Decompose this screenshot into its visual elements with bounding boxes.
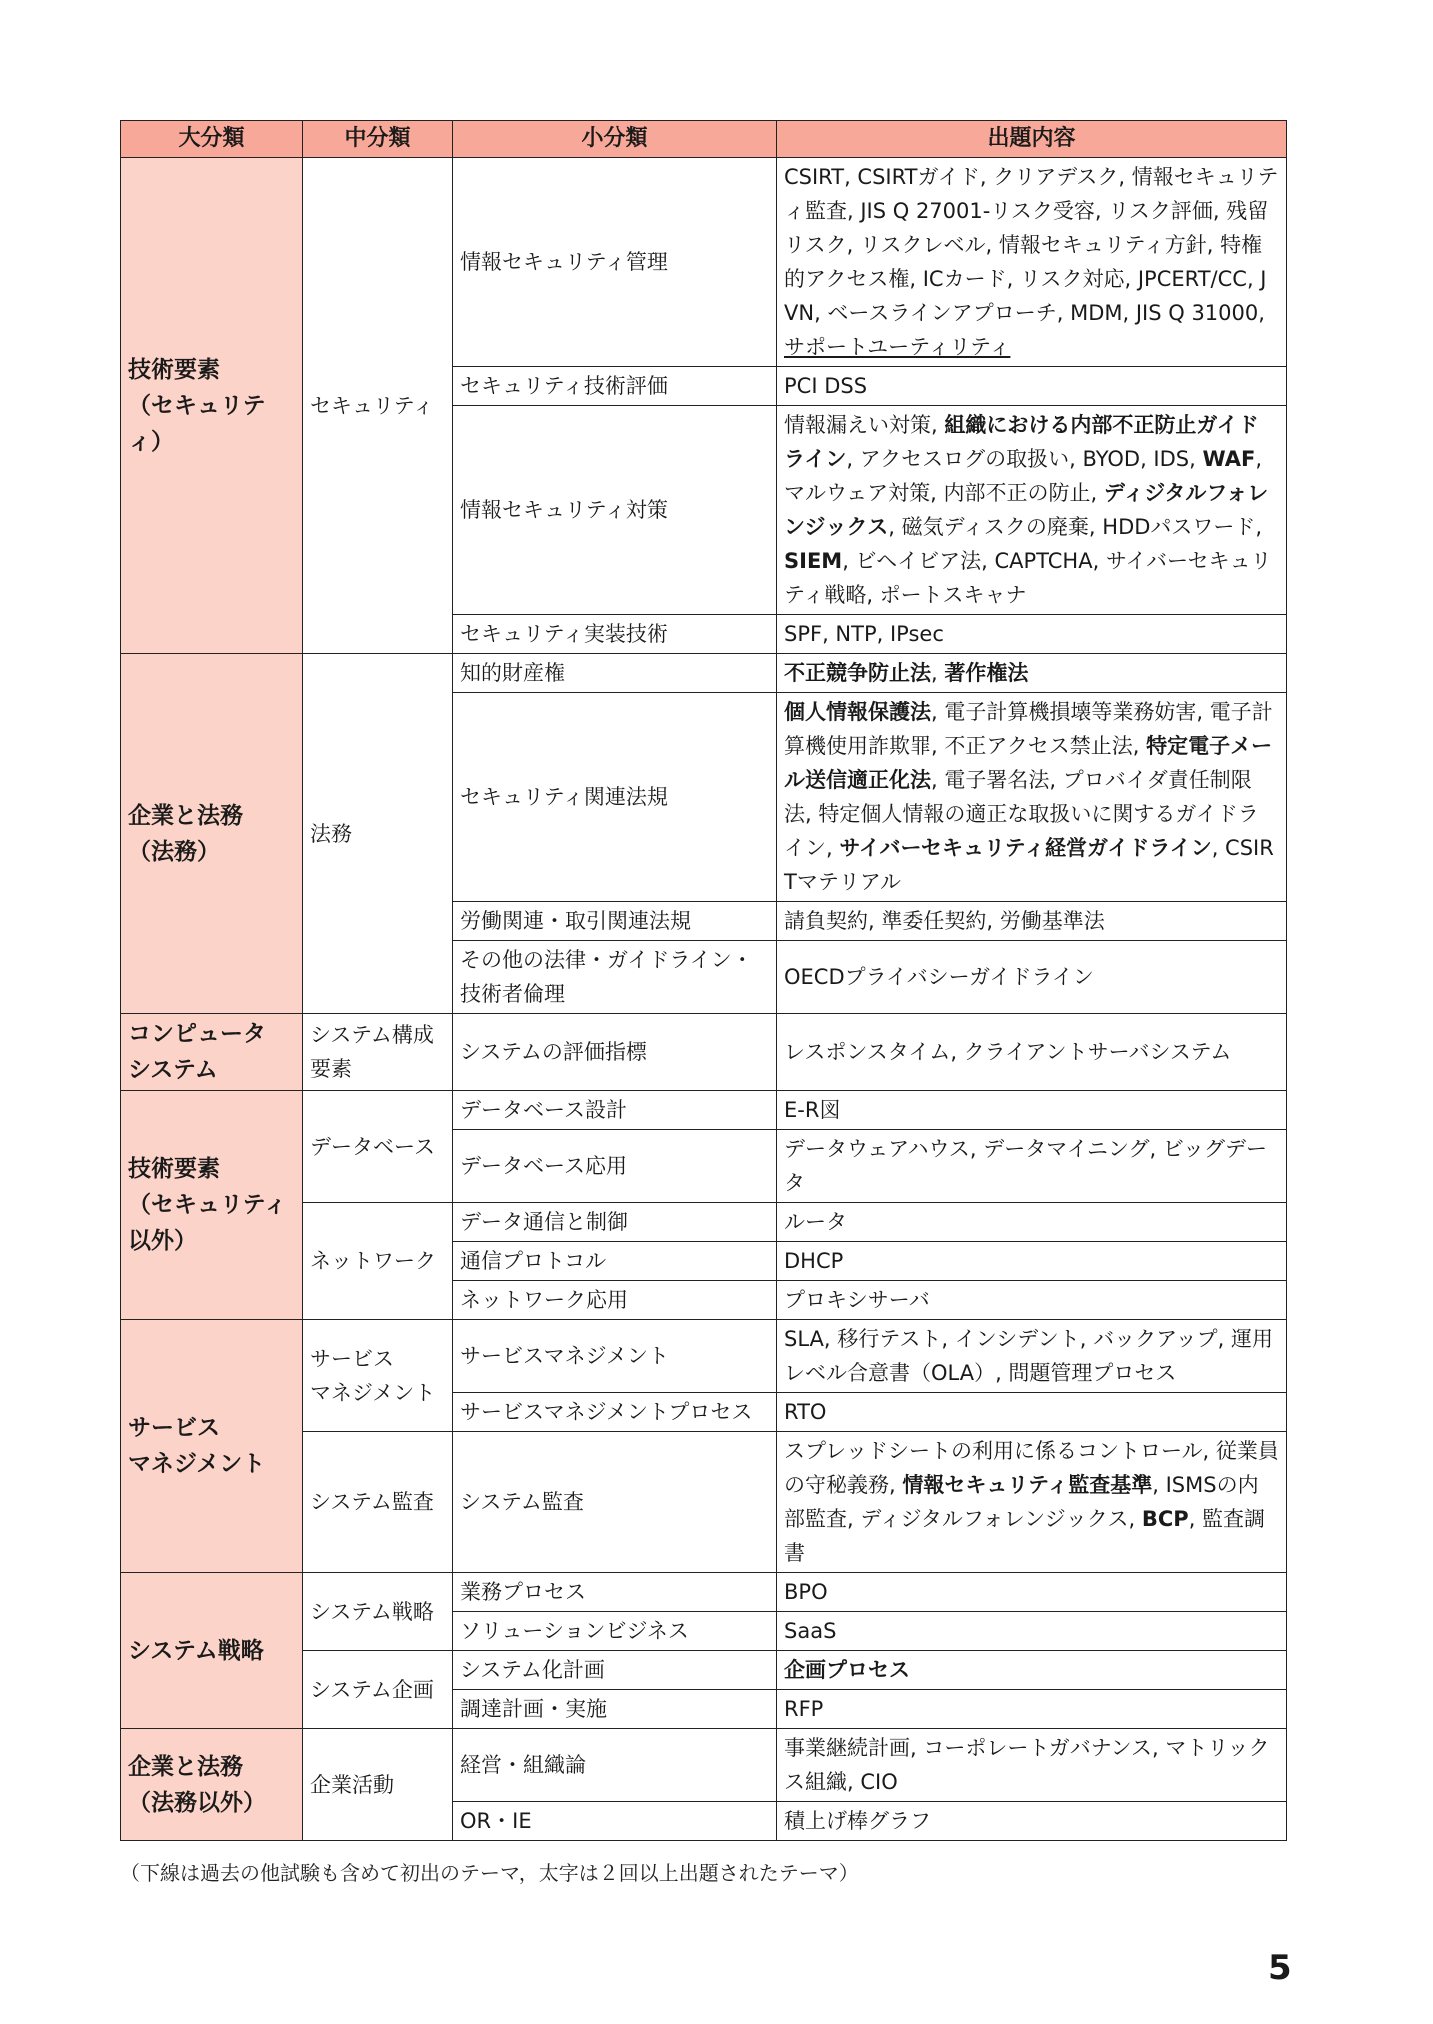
bold-topic: 個人情報保護法 xyxy=(784,700,931,724)
bold-topic: WAF xyxy=(1202,447,1256,471)
topic-text: 積上げ棒グラフ xyxy=(784,1809,931,1833)
topic-text: 事業継続計画, コーポレートガバナンス, マトリックス組織, CIO xyxy=(784,1736,1270,1794)
exam-content-cell xyxy=(777,1690,1287,1729)
bold-topic: 組織における内部不正防止ガイドライン xyxy=(784,413,1259,471)
topic-text: ルータ xyxy=(784,1210,847,1234)
minor-category-cell: データベース設計 xyxy=(453,1091,777,1130)
topic-text: CSIRT, CSIRTガイド, クリアデスク, 情報セキュリティ監査, JIS Q 27001-リスク受容, リスク評価, 残留リスク, リスクレベル, 情報セキュリティ方針, 特権的アクセス権, ICカード, リスク対応, JPCERT/CC, JVN, ベースラインアプローチ, MDM, JIS Q 31000, xyxy=(784,165,1279,325)
exam-content-cell xyxy=(777,654,1287,693)
minor-category-cell: システムの評価指標 xyxy=(453,1014,777,1091)
exam-content-cell xyxy=(777,158,1287,367)
table-row xyxy=(121,1320,1287,1393)
table-row xyxy=(121,158,1287,367)
exam-content-cell xyxy=(777,615,1287,654)
minor-category-cell: サービスマネジメント xyxy=(453,1320,777,1393)
major-category-cell: 企業と法務 （法務以外） xyxy=(121,1729,303,1841)
exam-content-cell xyxy=(777,1320,1287,1393)
minor-category-cell: データベース応用 xyxy=(453,1130,777,1203)
minor-category-cell: システム監査 xyxy=(453,1432,777,1573)
table-row xyxy=(121,1729,1287,1802)
bold-topic: ディジタルフォレンジックス xyxy=(784,481,1269,539)
table-row xyxy=(121,1573,1287,1612)
minor-category-cell: ソリューションビジネス xyxy=(453,1612,777,1651)
minor-category-cell: 業務プロセス xyxy=(453,1573,777,1612)
minor-category-cell: データ通信と制御 xyxy=(453,1203,777,1242)
mid-category-cell: ネットワーク xyxy=(303,1203,453,1320)
header-exam-content: 出題内容 xyxy=(777,121,1287,158)
page-number: 5 xyxy=(1268,1948,1292,1988)
topic-text: 請負契約, 準委任契約, 労働基準法 xyxy=(784,909,1105,933)
topic-text: E-R図 xyxy=(784,1098,841,1122)
minor-category-cell: システム化計画 xyxy=(453,1651,777,1690)
exam-content-cell xyxy=(777,1612,1287,1651)
topic-text: RFP xyxy=(784,1697,824,1721)
minor-category-cell: ネットワーク応用 xyxy=(453,1281,777,1320)
mid-category-cell: データベース xyxy=(303,1091,453,1203)
exam-content-cell xyxy=(777,1091,1287,1130)
topic-text: データウェアハウス, データマイニング, ビッグデータ xyxy=(784,1137,1268,1195)
footnote: （下線は過去の他試験も含めて初出のテーマ，太字は２回以上出題されたテーマ） xyxy=(120,1861,859,1885)
major-category-cell: 企業と法務 （法務） xyxy=(121,654,303,1014)
major-category-cell: サービス マネジメント xyxy=(121,1320,303,1573)
table-row xyxy=(121,654,1287,693)
exam-content-cell xyxy=(777,1393,1287,1432)
header-major-category: 大分類 xyxy=(121,121,303,158)
exam-content-cell xyxy=(777,902,1287,941)
major-category-cell: 技術要素 （セキュリティ 以外） xyxy=(121,1091,303,1320)
exam-content-cell xyxy=(777,406,1287,615)
topic-text: , ビヘイビア法, CAPTCHA, サイバーセキュリティ戦略, ポートスキャナ xyxy=(784,549,1272,607)
mid-category-cell: セキュリティ xyxy=(303,158,453,654)
bold-topic: 著作権法 xyxy=(944,661,1029,685)
minor-category-cell: サービスマネジメントプロセス xyxy=(453,1393,777,1432)
mid-category-cell: 企業活動 xyxy=(303,1729,453,1841)
bold-topic: 不正競争防止法 xyxy=(784,661,931,685)
minor-category-cell: 情報セキュリティ管理 xyxy=(453,158,777,367)
table-body xyxy=(121,158,1287,1841)
exam-content-cell xyxy=(777,1203,1287,1242)
topic-text: レスポンスタイム, クライアントサーバシステム xyxy=(784,1040,1232,1064)
minor-category-cell: 通信プロトコル xyxy=(453,1242,777,1281)
bold-topic: SIEM xyxy=(784,549,843,573)
exam-content-cell xyxy=(777,1281,1287,1320)
minor-category-cell: その他の法律・ガイドライン・技術者倫理 xyxy=(453,941,777,1014)
topic-text: OECDプライバシーガイドライン xyxy=(784,965,1094,989)
exam-content-cell xyxy=(777,941,1287,1014)
topic-text: , 電子署名法, プロバイダ責任制限法, 特定個人情報の適正な取扱いに関するガイドライン, xyxy=(784,768,1259,860)
exam-content-cell xyxy=(777,693,1287,902)
exam-content-cell xyxy=(777,1651,1287,1690)
header-minor-category: 小分類 xyxy=(453,121,777,158)
topic-text: SLA, 移行テスト, インシデント, バックアップ, 運用レベル合意書（OLA）, 問題管理プロセス xyxy=(784,1327,1274,1385)
topic-text: , 監査調書 xyxy=(784,1507,1266,1565)
topic-text: SPF, NTP, IPsec xyxy=(784,622,944,646)
minor-category-cell: 経営・組織論 xyxy=(453,1729,777,1802)
topic-text: PCI DSS xyxy=(784,374,868,398)
topic-text: プロキシサーバ xyxy=(784,1288,930,1312)
mid-category-cell: 法務 xyxy=(303,654,453,1014)
exam-content-cell xyxy=(777,1242,1287,1281)
exam-content-cell xyxy=(777,1130,1287,1203)
mid-category-cell: システム企画 xyxy=(303,1651,453,1729)
table-row xyxy=(121,1091,1287,1130)
major-category-cell: コンピュータ システム xyxy=(121,1014,303,1091)
topic-text: , xyxy=(931,661,945,685)
minor-category-cell: 情報セキュリティ対策 xyxy=(453,406,777,615)
topic-text: BPO xyxy=(784,1580,828,1604)
bold-topic: 情報セキュリティ監査基準 xyxy=(902,1473,1153,1497)
minor-category-cell: セキュリティ技術評価 xyxy=(453,367,777,406)
exam-content-cell xyxy=(777,1432,1287,1573)
topic-text: , ISMSの内部監査, ディジタルフォレンジックス, xyxy=(784,1473,1259,1531)
bold-topic: サイバーセキュリティ経営ガイドライン xyxy=(839,836,1212,860)
exam-content-cell xyxy=(777,1014,1287,1091)
topic-text: , マルウェア対策, 内部不正の防止, xyxy=(784,447,1262,505)
underlined-topic: サポートユーティリティ xyxy=(784,335,1011,359)
mid-category-cell: システム監査 xyxy=(303,1432,453,1573)
topic-text: RTO xyxy=(784,1400,827,1424)
mid-category-cell: システム戦略 xyxy=(303,1573,453,1651)
topic-text: 情報漏えい対策, xyxy=(784,413,945,437)
topic-text: , 電子計算機損壊等業務妨害, 電子計算機使用詐欺罪, 不正アクセス禁止法, xyxy=(784,700,1273,758)
topic-text: , 磁気ディスクの廃棄, HDDパスワード, xyxy=(888,515,1263,539)
bold-topic: 企画プロセス xyxy=(784,1658,910,1682)
minor-category-cell: セキュリティ実装技術 xyxy=(453,615,777,654)
topic-text: , CSIRTマテリアル xyxy=(784,836,1274,894)
minor-category-cell: 調達計画・実施 xyxy=(453,1690,777,1729)
topic-text: スプレッドシートの利用に係るコントロール, 従業員の守秘義務, xyxy=(784,1439,1279,1497)
header-mid-category: 中分類 xyxy=(303,121,453,158)
syllabus-table xyxy=(120,120,1287,1841)
major-category-cell: システム戦略 xyxy=(121,1573,303,1729)
table-header-row xyxy=(121,121,1287,158)
mid-category-cell: システム構成 要素 xyxy=(303,1014,453,1091)
exam-content-cell xyxy=(777,1802,1287,1841)
minor-category-cell: OR・IE xyxy=(453,1802,777,1841)
minor-category-cell: セキュリティ関連法規 xyxy=(453,693,777,902)
bold-topic: 特定電子メール送信適正化法 xyxy=(784,734,1273,792)
bold-topic: BCP xyxy=(1141,1507,1189,1531)
exam-content-cell xyxy=(777,1729,1287,1802)
major-category-cell: 技術要素 （セキュリティ） xyxy=(121,158,303,654)
exam-content-cell xyxy=(777,1573,1287,1612)
table-row xyxy=(121,1014,1287,1091)
topic-text: DHCP xyxy=(784,1249,844,1273)
minor-category-cell: 労働関連・取引関連法規 xyxy=(453,902,777,941)
minor-category-cell: 知的財産権 xyxy=(453,654,777,693)
topic-text: , アクセスログの取扱い, BYOD, IDS, xyxy=(846,447,1203,471)
mid-category-cell: サービス マネジメント xyxy=(303,1320,453,1432)
topic-text: SaaS xyxy=(784,1619,837,1643)
exam-content-cell xyxy=(777,367,1287,406)
